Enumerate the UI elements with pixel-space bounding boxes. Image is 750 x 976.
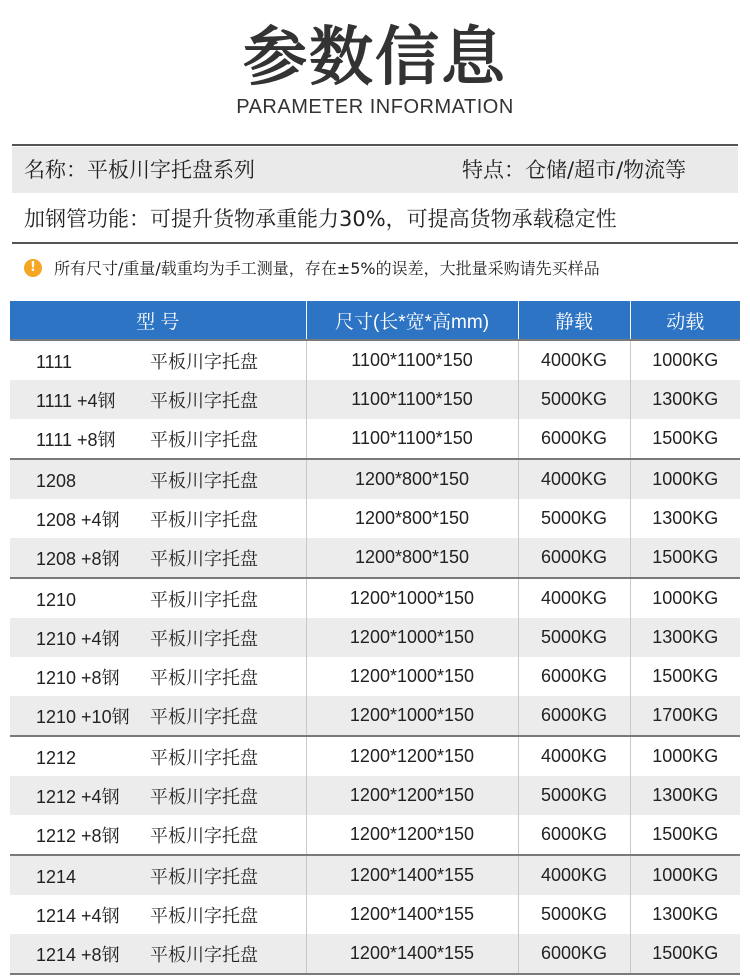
model-code: 1208 +8钢 (36, 548, 120, 569)
model-cell (10, 380, 306, 419)
static-load-cell: 4000KG (518, 736, 630, 776)
size-cell: 1100*1100*150 (306, 419, 518, 459)
notice (24, 256, 600, 282)
static-load-cell: 5000KG (518, 776, 630, 815)
static-load-cell: 6000KG (518, 419, 630, 459)
dynamic-load-cell: 1300KG (630, 618, 740, 657)
table-row (10, 499, 740, 538)
model-code: 1210 +8钢 (36, 667, 120, 688)
header-static-load: 静载 (518, 301, 630, 340)
size-cell: 1100*1100*150 (306, 340, 518, 380)
divider-bottom (12, 242, 738, 244)
dynamic-load-cell: 1000KG (630, 340, 740, 380)
model-code: 1214 +8钢 (36, 944, 120, 965)
divider-top (12, 144, 738, 146)
model-code: 1210 (36, 589, 77, 610)
static-load-cell: 5000KG (518, 895, 630, 934)
static-load-cell: 5000KG (518, 618, 630, 657)
table-row (10, 736, 740, 776)
static-load-cell: 4000KG (518, 340, 630, 380)
model-cell (10, 855, 306, 895)
static-load-cell: 4000KG (518, 578, 630, 618)
model-name: 平板川字托盘 (150, 667, 258, 688)
static-load-cell: 6000KG (518, 934, 630, 974)
table-row (10, 895, 740, 934)
model-cell (10, 459, 306, 499)
dynamic-load-cell: 1000KG (630, 578, 740, 618)
header-model: 型 号 (10, 301, 306, 340)
table-row (10, 578, 740, 618)
header-size: 尺寸(长*宽*高mm) (306, 301, 518, 340)
model-code: 1208 (36, 470, 77, 491)
model-name: 平板川字托盘 (150, 589, 258, 610)
model-cell (10, 776, 306, 815)
table-row (10, 696, 740, 736)
model-cell (10, 618, 306, 657)
dynamic-load-cell: 1000KG (630, 855, 740, 895)
model-code: 1210 +4钢 (36, 628, 120, 649)
product-name: 名称：平板川字托盘系列 (24, 158, 255, 182)
model-name: 平板川字托盘 (150, 825, 258, 846)
size-cell: 1200*1000*150 (306, 578, 518, 618)
model-name: 平板川字托盘 (150, 747, 258, 768)
dynamic-load-cell: 1000KG (630, 459, 740, 499)
size-cell: 1200*1000*150 (306, 657, 518, 696)
warning-icon: ! (24, 259, 42, 277)
page-title: 参数信息 (243, 21, 507, 95)
size-cell: 1200*1000*150 (306, 696, 518, 736)
static-load-cell: 6000KG (518, 815, 630, 855)
dynamic-load-cell: 1700KG (630, 696, 740, 736)
static-load-cell: 5000KG (518, 499, 630, 538)
model-code: 1208 +4钢 (36, 509, 120, 530)
static-load-cell: 6000KG (518, 538, 630, 578)
dynamic-load-cell: 1500KG (630, 419, 740, 459)
table-header-row (10, 301, 740, 340)
model-code: 1212 +4钢 (36, 786, 120, 807)
size-cell: 1200*1000*150 (306, 618, 518, 657)
table-row (10, 618, 740, 657)
static-load-cell: 4000KG (518, 855, 630, 895)
model-cell (10, 815, 306, 855)
model-cell (10, 934, 306, 974)
model-name: 平板川字托盘 (150, 509, 258, 530)
size-cell: 1100*1100*150 (306, 380, 518, 419)
static-load-cell: 5000KG (518, 380, 630, 419)
model-name: 平板川字托盘 (150, 866, 258, 887)
table-row (10, 538, 740, 578)
model-code: 1111 +4钢 (36, 390, 116, 411)
size-cell: 1200*1200*150 (306, 736, 518, 776)
model-cell (10, 657, 306, 696)
dynamic-load-cell: 1300KG (630, 380, 740, 419)
model-cell (10, 538, 306, 578)
model-cell (10, 895, 306, 934)
table-row (10, 855, 740, 895)
model-name: 平板川字托盘 (150, 628, 258, 649)
table-row (10, 657, 740, 696)
size-cell: 1200*1200*150 (306, 776, 518, 815)
model-name: 平板川字托盘 (150, 429, 258, 450)
table-row (10, 776, 740, 815)
dynamic-load-cell: 1300KG (630, 499, 740, 538)
table-row (10, 459, 740, 499)
model-cell (10, 419, 306, 459)
static-load-cell: 6000KG (518, 657, 630, 696)
model-code: 1210 +10钢 (36, 706, 130, 727)
dynamic-load-cell: 1500KG (630, 657, 740, 696)
model-code: 1212 +8钢 (36, 825, 120, 846)
size-cell: 1200*1400*155 (306, 855, 518, 895)
dynamic-load-cell: 1300KG (630, 895, 740, 934)
table-row (10, 815, 740, 855)
size-cell: 1200*1400*155 (306, 934, 518, 974)
page-subtitle: PARAMETER INFORMATION (236, 96, 514, 118)
size-cell: 1200*800*150 (306, 499, 518, 538)
dynamic-load-cell: 1500KG (630, 934, 740, 974)
model-code: 1111 (36, 351, 73, 372)
dynamic-load-cell: 1300KG (630, 776, 740, 815)
model-name: 平板川字托盘 (150, 470, 258, 491)
model-cell (10, 736, 306, 776)
size-cell: 1200*1400*155 (306, 895, 518, 934)
size-cell: 1200*1200*150 (306, 815, 518, 855)
model-name: 平板川字托盘 (150, 390, 258, 411)
size-cell: 1200*800*150 (306, 459, 518, 499)
steel-function: 加钢管功能：可提升货物承重能力30%，可提高货物承载稳定性 (24, 207, 617, 231)
info-row-steel (12, 194, 738, 244)
table-row (10, 380, 740, 419)
model-code: 1111 +8钢 (36, 429, 116, 450)
model-code: 1212 (36, 747, 77, 768)
model-code: 1214 (36, 866, 77, 887)
info-row-name (12, 147, 738, 193)
size-cell: 1200*800*150 (306, 538, 518, 578)
header-dynamic-load: 动载 (630, 301, 740, 340)
model-name: 平板川字托盘 (150, 944, 258, 965)
model-name: 平板川字托盘 (150, 786, 258, 807)
model-cell (10, 499, 306, 538)
model-name: 平板川字托盘 (150, 351, 258, 372)
model-name: 平板川字托盘 (150, 548, 258, 569)
notice-text: 所有尺寸/重量/载重均为手工测量，存在±5%的误差，大批量采购请先买样品 (54, 259, 600, 278)
model-name: 平板川字托盘 (150, 706, 258, 727)
spec-table (10, 301, 740, 975)
model-name: 平板川字托盘 (150, 905, 258, 926)
static-load-cell: 6000KG (518, 696, 630, 736)
dynamic-load-cell: 1500KG (630, 538, 740, 578)
table-row (10, 934, 740, 974)
model-cell (10, 696, 306, 736)
table-row (10, 340, 740, 380)
dynamic-load-cell: 1000KG (630, 736, 740, 776)
product-features: 特点：仓储/超市/物流等 (462, 158, 687, 182)
static-load-cell: 4000KG (518, 459, 630, 499)
model-cell (10, 340, 306, 380)
dynamic-load-cell: 1500KG (630, 815, 740, 855)
model-code: 1214 +4钢 (36, 905, 120, 926)
model-cell (10, 578, 306, 618)
table-row (10, 419, 740, 459)
